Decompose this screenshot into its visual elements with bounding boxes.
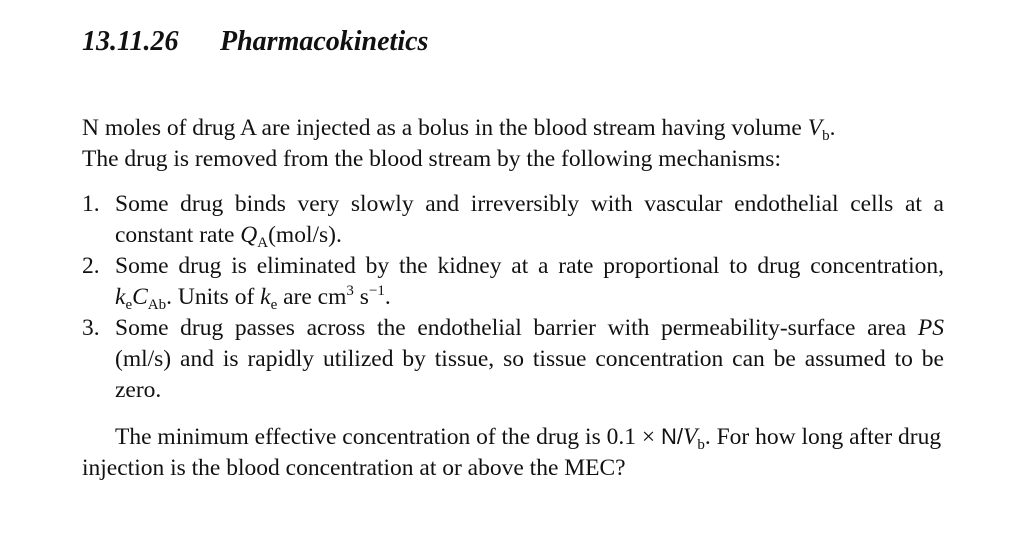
mechanism-text: Some drug binds very slowly and irreversibly with vascular endothelial cells at a constant rate: [115, 191, 944, 248]
textbook-page: [82, 20, 944, 484]
list-item: [82, 251, 944, 313]
var-c: C: [132, 284, 148, 310]
mechanism-units: (mol/s).: [268, 222, 342, 248]
intro-paragraph: [82, 113, 944, 175]
var-k: k: [115, 284, 126, 310]
sub-e: e: [125, 297, 133, 313]
section-title: Pharmacokinetics: [220, 26, 429, 57]
mechanism-text-2: . Units of: [166, 284, 261, 310]
mechanism-text: Some drug is eliminated by the kidney at a rate proportional to drug concentration,: [115, 253, 944, 279]
list-marker: 2.: [82, 253, 100, 279]
var-v: V: [683, 424, 698, 450]
question-text: The minimum effective concentration of the drug is 0.1 ×: [115, 424, 661, 450]
mechanism-text-4: s: [353, 284, 369, 310]
question-text-2: . For how long after drug injection is the blood concentration at or above the MEC?: [82, 424, 942, 481]
question-paragraph: [82, 421, 944, 484]
intro-text: N moles of drug A are injected as a bolus in the blood stream having volume: [82, 115, 808, 141]
mechanism-period: .: [384, 284, 391, 310]
sup-minus-1: −1: [368, 283, 385, 299]
sub-b: b: [697, 437, 705, 453]
sub-a: A: [257, 235, 269, 251]
list-item: [82, 313, 944, 406]
intro-period: .: [829, 115, 836, 141]
list-item: [82, 189, 944, 251]
sub-b: b: [822, 128, 830, 144]
n-over: N/: [661, 424, 683, 449]
var-q: Q: [240, 222, 258, 248]
sub-ab: Ab: [147, 297, 167, 313]
section-number: 13.11.26: [82, 26, 179, 57]
section-heading: [82, 20, 944, 64]
sub-e: e: [270, 297, 278, 313]
list-marker: 1.: [82, 191, 100, 217]
intro-line-2: The drug is removed from the blood stream by the following mechanisms:: [82, 146, 781, 172]
sup-3: 3: [346, 283, 354, 299]
list-marker: 3.: [82, 315, 100, 341]
mechanism-list: [82, 189, 944, 406]
var-k: k: [260, 284, 271, 310]
mechanism-text: Some drug passes across the endothelial barrier with permeability-surface area: [115, 315, 918, 341]
mechanism-text-3: are cm: [277, 284, 347, 310]
var-v: V: [807, 115, 823, 141]
var-ps: PS: [917, 315, 944, 341]
mechanism-text-2: (ml/s) and is rapidly utilized by tissue, so tissue concentration can be assumed to be zero.: [115, 346, 944, 403]
